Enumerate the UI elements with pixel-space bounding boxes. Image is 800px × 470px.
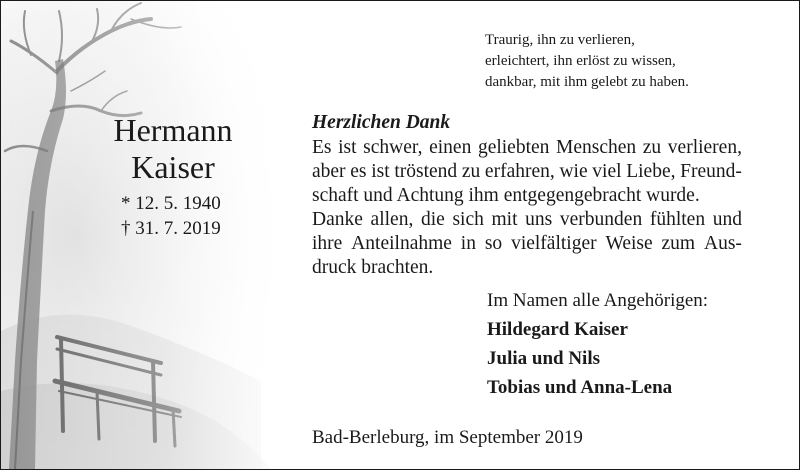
- poem-line: erleichtert, ihn erlöst zu wissen,: [485, 53, 676, 69]
- message-word: allen,: [370, 209, 414, 230]
- message-word: uns: [525, 209, 553, 230]
- message-word: wie: [559, 161, 588, 182]
- message-word: Menschen: [556, 137, 637, 158]
- message-word: tröstend: [394, 161, 458, 182]
- thanks-heading: Herzlichen Dank: [312, 112, 451, 133]
- message-word: verlieren,: [667, 137, 742, 158]
- message-word: es: [350, 161, 367, 182]
- message-line: [312, 160, 742, 184]
- message-word: zu: [642, 137, 662, 158]
- message-line: [312, 136, 742, 160]
- message-word: zum: [661, 233, 696, 254]
- message-word: geliebten: [477, 137, 550, 158]
- message-word: aber: [312, 161, 346, 182]
- message-line: druck brachten.: [312, 257, 434, 278]
- birth-date: * 12. 5. 1940: [121, 193, 221, 214]
- message-word: erfahren,: [484, 161, 555, 182]
- place-and-date: Bad-Berleburg, im September 2019: [312, 427, 583, 448]
- message-word: ihre: [312, 233, 343, 254]
- message-word: Aus-: [703, 233, 742, 254]
- signature-name: Tobias und Anna-Lena: [487, 377, 673, 398]
- message-word: vielfältiger: [511, 233, 597, 254]
- message-word: Anteilnahme: [351, 233, 452, 254]
- poem: [485, 30, 785, 93]
- message-word: so: [484, 233, 503, 254]
- message-word: einen: [429, 137, 472, 158]
- message-word: ist: [338, 137, 357, 158]
- poem-line: dankbar, mit ihm gelebt zu haben.: [485, 74, 689, 90]
- message-word: und: [712, 209, 742, 230]
- message-word: Liebe,: [626, 161, 676, 182]
- message-word: Freund-: [680, 161, 742, 182]
- message-word: schwer,: [363, 137, 423, 158]
- thanks-message: [312, 136, 742, 280]
- message-word: die: [420, 209, 445, 230]
- message-word: Danke: [312, 209, 363, 230]
- message-line: schaft und Achtung ihm entgegengebracht wurde.: [312, 185, 700, 206]
- signature-name: Hildegard Kaiser: [487, 319, 628, 340]
- message-word: viel: [592, 161, 622, 182]
- message-word: ist: [371, 161, 390, 182]
- message-word: sich: [452, 209, 484, 230]
- message-word: Weise: [605, 233, 653, 254]
- message-word: mit: [491, 209, 518, 230]
- message-word: verbunden: [559, 209, 643, 230]
- message-word: fühlten: [649, 209, 706, 230]
- message-word: in: [460, 233, 476, 254]
- deceased-first-name: Hermann: [113, 112, 233, 148]
- message-word: Es: [312, 137, 332, 158]
- signature-name: Julia und Nils: [487, 348, 600, 369]
- message-line: [312, 208, 742, 232]
- message-line: [312, 232, 742, 256]
- message-word: zu: [461, 161, 481, 182]
- death-date: † 31. 7. 2019: [121, 218, 221, 239]
- poem-line: Traurig, ihn zu verlieren,: [485, 32, 635, 48]
- signature-intro: Im Namen alle Angehörigen:: [487, 290, 709, 311]
- deceased-last-name: Kaiser: [131, 149, 215, 185]
